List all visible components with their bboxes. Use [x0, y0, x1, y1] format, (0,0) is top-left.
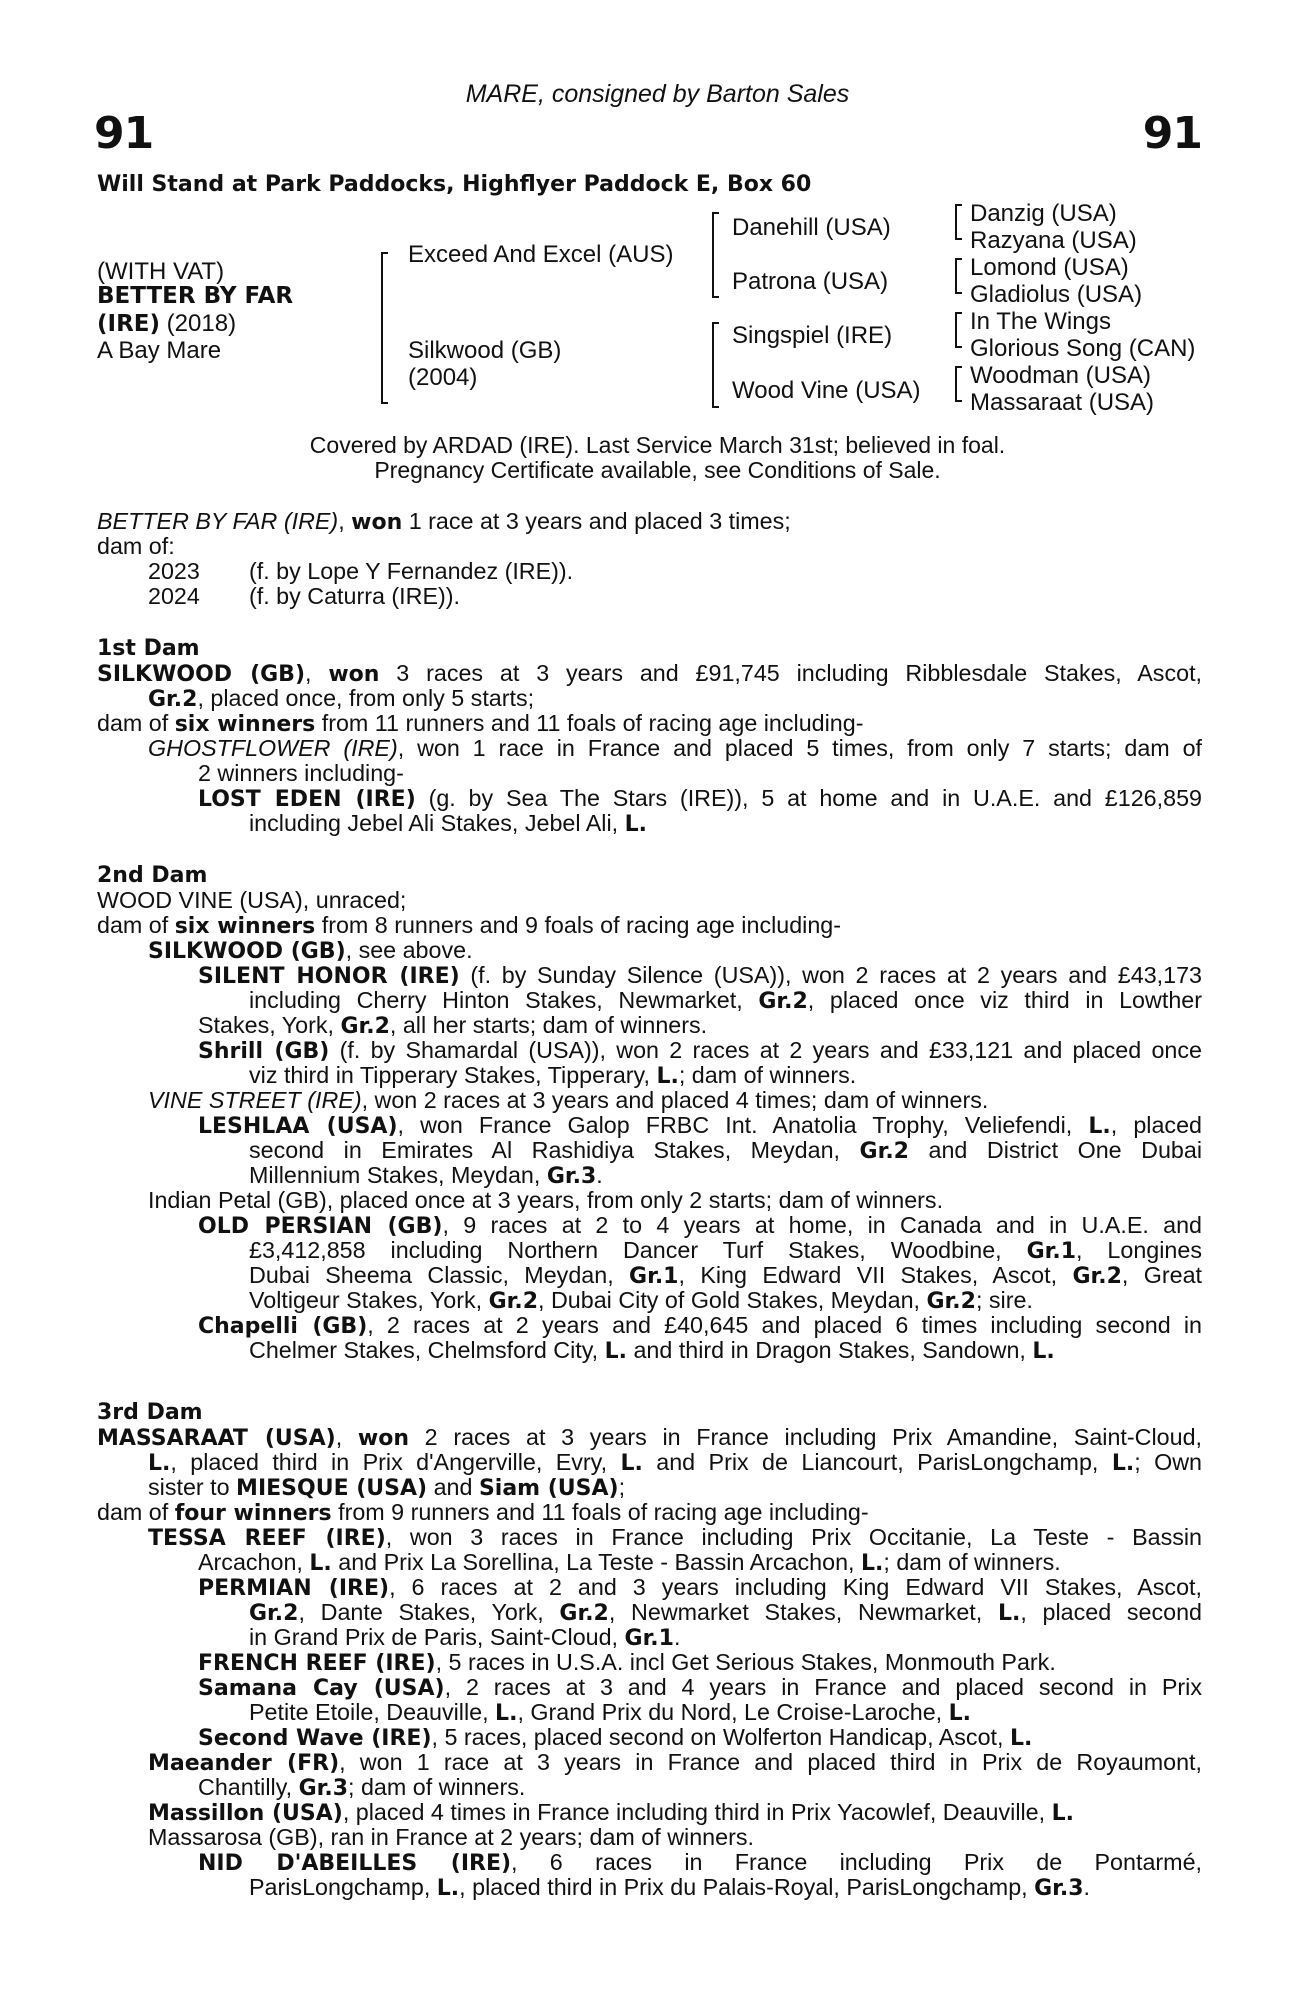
- dam3-line-14: Maeander (FR), won 1 race at 3 years in France and placed third in Prix de Royaumont,: [148, 1749, 1202, 1776]
- dam2-line-19: Chelmer Stakes, Chelmsford City, L. and third in Dragon Stakes, Sandown, L.: [249, 1337, 1055, 1364]
- first-dam-heading: 1st Dam: [97, 636, 200, 661]
- horse-description: A Bay Mare: [97, 337, 222, 364]
- dam2-line-18: Chapelli (GB), 2 races at 2 years and £40,645 and placed 6 times including second in: [198, 1312, 1202, 1339]
- pedigree-brace-g4: [955, 366, 957, 402]
- pedigree-dam-sire: Singspiel (IRE): [732, 322, 893, 349]
- produce-year-2: 2024: [148, 583, 200, 609]
- dam2-line-7: Shrill (GB) (f. by Shamardal (USA)), won 2 races at 2 years and £33,121 and placed once: [198, 1037, 1202, 1064]
- pedigree-g1: Danzig (USA): [970, 200, 1117, 227]
- lot-number-right: 91: [1142, 108, 1202, 159]
- dam2-line-15: £3,412,858 including Northern Dancer Turf Stakes, Woodbine, Gr.1, Longines: [249, 1237, 1202, 1264]
- dam2-line-9: VINE STREET (IRE), won 2 races at 3 years and placed 4 times; dam of winners.: [148, 1087, 989, 1113]
- vat-note: (WITH VAT): [97, 258, 225, 285]
- horse-country: (IRE): [97, 311, 161, 337]
- dam2-line-5: including Cherry Hinton Stakes, Newmarket, Gr.2, placed once viz third in Lowther: [249, 987, 1202, 1014]
- pedigree-brace-g2: [955, 258, 957, 294]
- third-dam-heading: 3rd Dam: [97, 1400, 203, 1425]
- pedigree-g2: Razyana (USA): [970, 227, 1137, 254]
- dam2-line-6: Stakes, York, Gr.2, all her starts; dam of winners.: [198, 1012, 708, 1039]
- dam2-line-17: Voltigeur Stakes, York, Gr.2, Dubai City of Gold Stakes, Meydan, Gr.2; sire.: [249, 1287, 1033, 1314]
- dam3-line-7: PERMIAN (IRE), 6 races at 2 and 3 years including King Edward VII Stakes, Ascot,: [198, 1574, 1202, 1601]
- dam1-line-6: LOST EDEN (IRE) (g. by Sea The Stars (IRE)), 5 at home and in U.A.E. and £126,859: [198, 785, 1202, 812]
- pedigree-g7: Woodman (USA): [970, 362, 1151, 389]
- dam3-line-10: FRENCH REEF (IRE), 5 races in U.S.A. incl Get Serious Stakes, Monmouth Park.: [198, 1649, 1056, 1676]
- horse-year: (2018): [160, 310, 237, 337]
- horse-name: BETTER BY FAR: [97, 283, 294, 309]
- pedigree-dam-dam: Wood Vine (USA): [732, 377, 921, 404]
- dam3-line-19: ParisLongchamp, L., placed third in Prix du Palais-Royal, ParisLongchamp, Gr.3.: [249, 1874, 1091, 1901]
- stabling-line: Will Stand at Park Paddocks, Highflyer Paddock E, Box 60: [97, 172, 812, 197]
- dam3-line-16: Massillon (USA), placed 4 times in France including third in Prix Yacowlef, Deauville, L.: [148, 1799, 1074, 1826]
- produce-line-1: BETTER BY FAR (IRE), won 1 race at 3 years and placed 3 times;: [97, 508, 791, 535]
- dam2-line-12: Millennium Stakes, Meydan, Gr.3.: [249, 1162, 603, 1189]
- covering-line-1: Covered by ARDAD (IRE). Last Service March 31st; believed in foal.: [309, 432, 1006, 458]
- dam3-line-4: dam of four winners from 9 runners and 11 foals of racing age including-: [97, 1499, 869, 1526]
- pedigree-sire-sire: Danehill (USA): [732, 214, 891, 241]
- dam3-line-2: L., placed third in Prix d'Angerville, Evry, L. and Prix de Liancourt, ParisLongchamp, L.; Own: [148, 1449, 1202, 1476]
- dam1-line-2: Gr.2, placed once, from only 5 starts;: [148, 685, 535, 712]
- dam3-line-17: Massarosa (GB), ran in France at 2 years; dam of winners.: [148, 1824, 754, 1850]
- lot-number-left: 91: [94, 108, 154, 159]
- dam3-line-5: TESSA REEF (IRE), won 3 races in France including Prix Occitanie, La Teste - Bassin: [148, 1524, 1202, 1551]
- pedigree-dam: Silkwood (GB): [408, 337, 562, 364]
- pedigree-dam-year: (2004): [408, 364, 478, 391]
- pedigree-g4: Gladiolus (USA): [970, 281, 1143, 308]
- pedigree-brace-main: [381, 252, 383, 404]
- dam1-line-4: GHOSTFLOWER (IRE), won 1 race in France and placed 5 times, from only 7 starts; dam of: [148, 735, 1203, 761]
- pedigree-brace-dam: [712, 322, 714, 408]
- produce-year-1: 2023: [148, 558, 200, 584]
- produce-foal-2: (f. by Caturra (IRE)).: [249, 583, 460, 609]
- dam3-line-11: Samana Cay (USA), 2 races at 3 and 4 years in France and placed second in Prix: [198, 1674, 1203, 1701]
- dam3-line-3: sister to MIESQUE (USA) and Siam (USA);: [148, 1474, 626, 1501]
- pedigree-g8: Massaraat (USA): [970, 389, 1155, 416]
- produce-line-2: dam of:: [97, 533, 175, 559]
- dam3-line-13: Second Wave (IRE), 5 races, placed second on Wolferton Handicap, Ascot, L.: [198, 1724, 1033, 1751]
- pedigree-sire-dam: Patrona (USA): [732, 268, 889, 295]
- dam2-line-4: SILENT HONOR (IRE) (f. by Sunday Silence (USA)), won 2 races at 2 years and £43,173: [198, 962, 1203, 989]
- dam3-line-8: Gr.2, Dante Stakes, York, Gr.2, Newmarket Stakes, Newmarket, L., placed second: [249, 1599, 1202, 1626]
- dam1-line-5: 2 winners including-: [198, 760, 404, 786]
- dam1-line-1: SILKWOOD (GB), won 3 races at 3 years and £91,745 including Ribblesdale Stakes, Ascot,: [97, 660, 1203, 687]
- dam2-line-14: OLD PERSIAN (GB), 9 races at 2 to 4 years at home, in Canada and in U.A.E. and: [198, 1212, 1202, 1239]
- dam2-line-11: second in Emirates Al Rashidiya Stakes, Meydan, Gr.2 and District One Dubai: [249, 1137, 1202, 1164]
- dam3-line-15: Chantilly, Gr.3; dam of winners.: [198, 1774, 526, 1801]
- dam2-line-16: Dubai Sheema Classic, Meydan, Gr.1, King Edward VII Stakes, Ascot, Gr.2, Great: [249, 1262, 1203, 1289]
- consignment-line: MARE, consigned by Barton Sales: [465, 80, 850, 108]
- dam3-line-9: in Grand Prix de Paris, Saint-Cloud, Gr.1.: [249, 1624, 681, 1651]
- produce-foal-1: (f. by Lope Y Fernandez (IRE)).: [249, 558, 574, 584]
- dam3-line-1: MASSARAAT (USA), won 2 races at 3 years in France including Prix Amandine, Saint-Cloud,: [97, 1424, 1202, 1451]
- horse-name-line2: [97, 310, 236, 338]
- dam2-line-1: WOOD VINE (USA), unraced;: [97, 887, 407, 913]
- pedigree-brace-g1: [955, 204, 957, 240]
- dam2-line-3: SILKWOOD (GB), see above.: [148, 937, 473, 964]
- dam2-line-2: dam of six winners from 8 runners and 9 foals of racing age including-: [97, 912, 842, 939]
- dam2-line-8: viz third in Tipperary Stakes, Tipperary, L.; dam of winners.: [249, 1062, 857, 1089]
- dam2-line-13: Indian Petal (GB), placed once at 3 years, from only 2 starts; dam of winners.: [148, 1187, 944, 1213]
- dam1-line-7: including Jebel Ali Stakes, Jebel Ali, L.: [249, 810, 647, 837]
- pedigree-sire: Exceed And Excel (AUS): [408, 241, 674, 268]
- covering-notes: [0, 433, 1315, 483]
- dam3-line-18: NID D'ABEILLES (IRE), 6 races in France including Prix de Pontarmé,: [198, 1849, 1202, 1876]
- second-dam-heading: 2nd Dam: [97, 863, 208, 888]
- pedigree-brace-g3: [955, 312, 957, 348]
- pedigree-g6: Glorious Song (CAN): [970, 335, 1196, 362]
- dam3-line-12: Petite Etoile, Deauville, L., Grand Prix du Nord, Le Croise-Laroche, L.: [249, 1699, 972, 1726]
- dam2-line-10: LESHLAA (USA), won France Galop FRBC Int. Anatolia Trophy, Veliefendi, L., placed: [198, 1112, 1202, 1139]
- covering-line-2: Pregnancy Certificate available, see Conditions of Sale.: [374, 457, 941, 483]
- dam3-line-6: Arcachon, L. and Prix La Sorellina, La Teste - Bassin Arcachon, L.; dam of winners.: [198, 1549, 1061, 1576]
- pedigree-brace-sire: [712, 212, 714, 298]
- dam1-line-3: dam of six winners from 11 runners and 11 foals of racing age including-: [97, 710, 864, 737]
- pedigree-g5: In The Wings: [970, 308, 1111, 335]
- pedigree-g3: Lomond (USA): [970, 254, 1129, 281]
